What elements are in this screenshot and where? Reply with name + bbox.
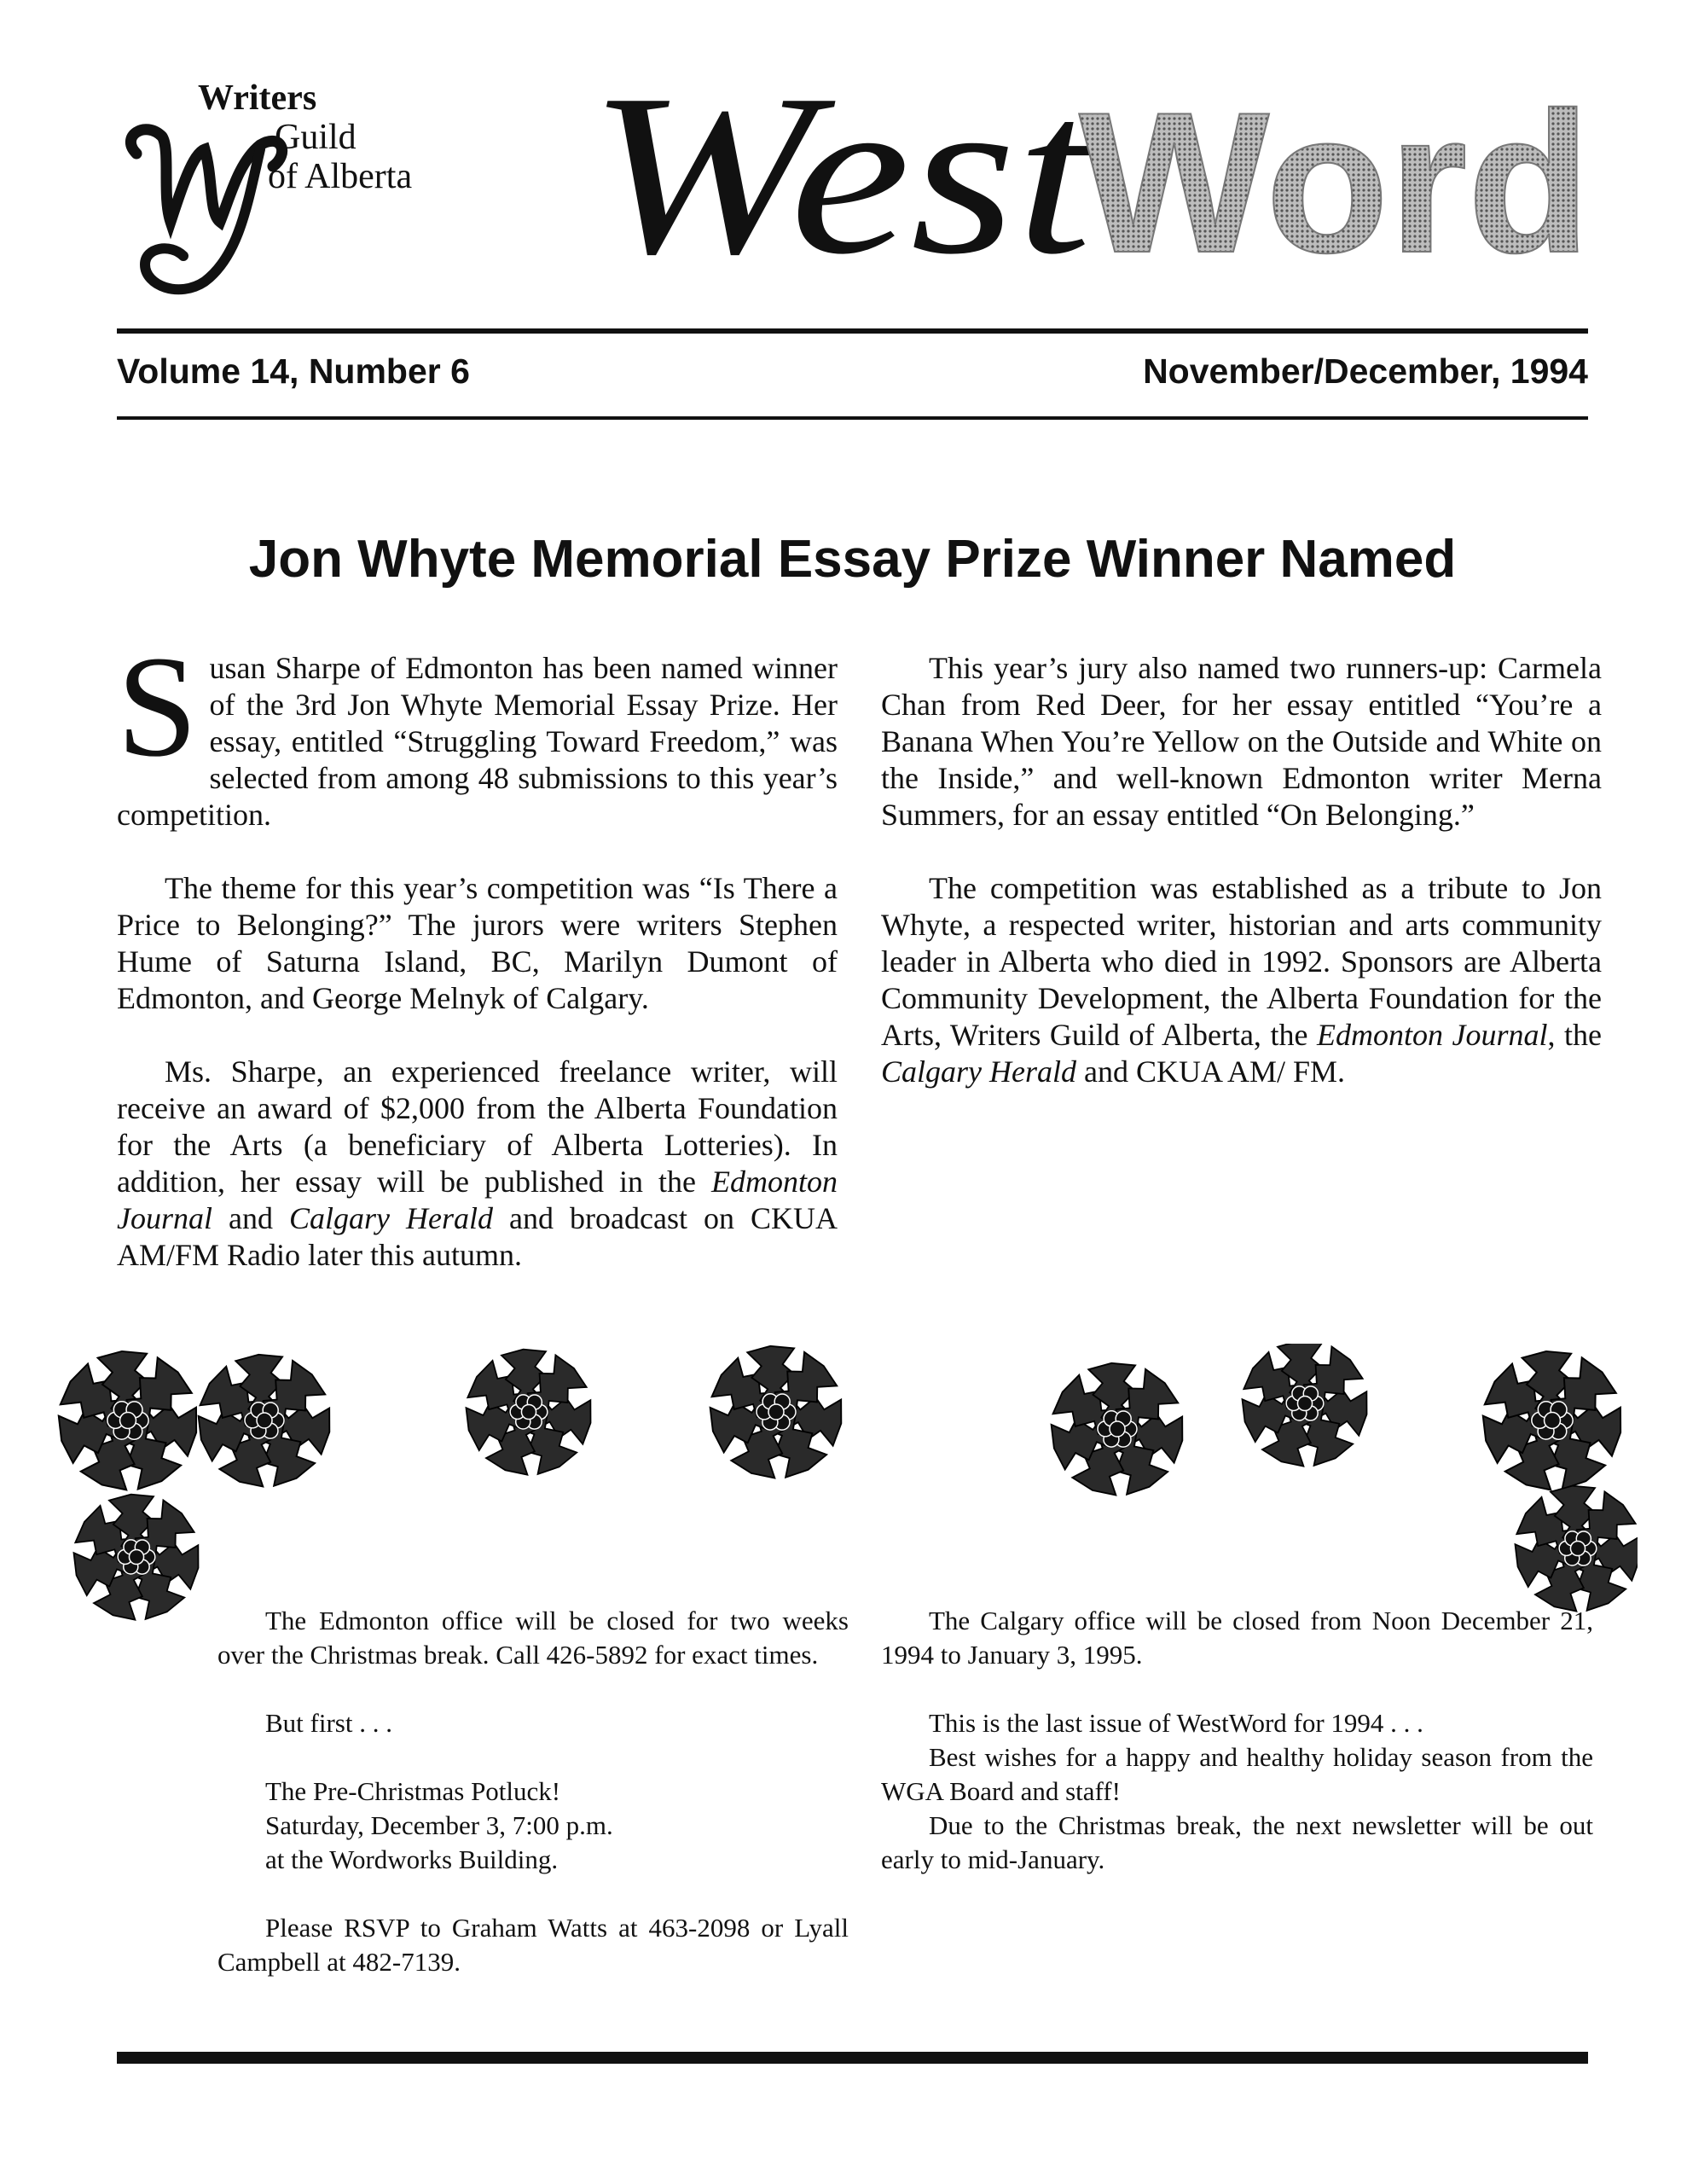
issue-info: [117, 351, 1588, 392]
guild-name-line2: Guild: [275, 118, 357, 157]
notice-right: [881, 1604, 1593, 1911]
holly-berry: [521, 1404, 536, 1419]
calgary-herald-title: Calgary Herald: [289, 1201, 494, 1235]
article-paragraph-1: [117, 626, 838, 834]
holly-berry: [257, 1413, 272, 1428]
potluck-date: Saturday, December 3, 7:00 p.m.: [265, 1810, 613, 1840]
holiday-wishes: Best wishes for a happy and healthy holiday season from the WGA Board and staff!: [881, 1742, 1593, 1806]
footer-rule: [117, 2052, 1588, 2064]
article-paragraph-3: [117, 1054, 838, 1274]
potluck-title: The Pre-Christmas Potluck!: [265, 1776, 561, 1806]
paragraph-5-comma: , the: [1547, 1018, 1602, 1052]
header-rule-top: [117, 328, 1588, 334]
article-headline: Jon Whyte Memorial Essay Prize Winner Named: [248, 530, 1457, 589]
paragraph-3-and: and: [212, 1201, 290, 1235]
article-column-left: [117, 626, 838, 1310]
calgary-office-notice: The Calgary office will be closed from Noon December 21, 1994 to January 3, 1995.: [881, 1606, 1593, 1670]
article-paragraph-5: [881, 870, 1602, 1090]
drop-cap: S: [117, 626, 198, 787]
holly-clusters: [55, 1344, 1638, 1623]
masthead-title: [588, 60, 1612, 316]
but-first-text: But first . . .: [265, 1708, 392, 1738]
masthead-west: West: [588, 60, 1102, 302]
holly-berry: [768, 1404, 784, 1420]
holly-berry: [1570, 1541, 1585, 1555]
holly-berry: [1297, 1396, 1312, 1410]
article-paragraph-4: This year’s jury also named two runners-up: Carmela Chan from Red Deer, for her essay entitled “You’re a Banana When You’re Yellow on the Outside and White on the Inside,” and well-known Edmonton writer Merna Summers, for an essay entitled “On Belonging.”: [881, 651, 1602, 832]
holly-berry: [129, 1549, 143, 1564]
potluck-location: at the Wordworks Building.: [265, 1844, 559, 1874]
holly-berry: [1110, 1421, 1125, 1437]
paragraph-3-text-a: Ms. Sharpe, an experienced freelance writer, will receive an award of $2,000 from the Alberta Foundation for the Arts (a beneficiary of Alberta Lotteries). In addition, her essay will be published in the: [117, 1054, 838, 1199]
holly-berry: [120, 1413, 136, 1429]
header-rule-bottom: [117, 416, 1588, 420]
edmonton-office-notice: The Edmonton office will be closed for two weeks over the Christmas break. Call 426-5892 for exact times.: [217, 1606, 849, 1670]
paragraph-5-text-b: and CKUA AM/ FM.: [1076, 1054, 1346, 1089]
rsvp-notice: Please RSVP to Graham Watts at 463-2098 or Lyall Campbell at 482-7139.: [217, 1913, 849, 1977]
potluck-announcement: [217, 1774, 849, 1877]
issue-date: November/December, 1994: [1143, 351, 1588, 391]
guild-name-line3: of Alberta: [268, 157, 413, 196]
paragraph-1-text: usan Sharpe of Edmonton has been named winner of the 3rd Jon Whyte Memorial Essay Prize. Her essay, entitled “Struggling Toward Freedom,” was selected from among 48 submissions to this year’s competition.: [117, 651, 838, 832]
edmonton-journal-title: Edmonton Journal: [1316, 1018, 1548, 1052]
holly-berry: [1545, 1413, 1561, 1429]
guild-name: [198, 78, 412, 196]
guild-name-line1: Writers: [198, 78, 317, 118]
notice-left: [217, 1604, 849, 2013]
volume-number: Volume 14, Number 6: [117, 351, 470, 391]
last-issue-notice: This is the last issue of WestWord for 1994 . . .: [929, 1708, 1423, 1738]
next-newsletter-notice: Due to the Christmas break, the next newsletter will be out early to mid-January.: [881, 1810, 1593, 1874]
masthead-word: Word: [1079, 70, 1591, 294]
article-paragraph-2: The theme for this year’s competition was “Is There a Price to Belonging?” The jurors were writers Stephen Hume of Saturna Island, BC, Marilyn Dumont of Edmonton, and George Melnyk of Calgary.: [117, 871, 838, 1015]
article-column-right: [881, 650, 1602, 1127]
edmonton-journal-title: Edmonton Journal: [117, 1165, 838, 1235]
calgary-herald-title: Calgary Herald: [881, 1054, 1076, 1089]
paragraph-3-text-b: and broadcast on CKUA AM/FM Radio later this autumn.: [117, 1201, 838, 1272]
paragraph-5-text-a: The competition was established as a tribute to Jon Whyte, a respected writer, historian and arts community leader in Alberta who died in 1992. Sponsors are Alberta Community Development, the Alberta Foundation for the Arts, Writers Guild of Alberta, the: [881, 871, 1602, 1052]
